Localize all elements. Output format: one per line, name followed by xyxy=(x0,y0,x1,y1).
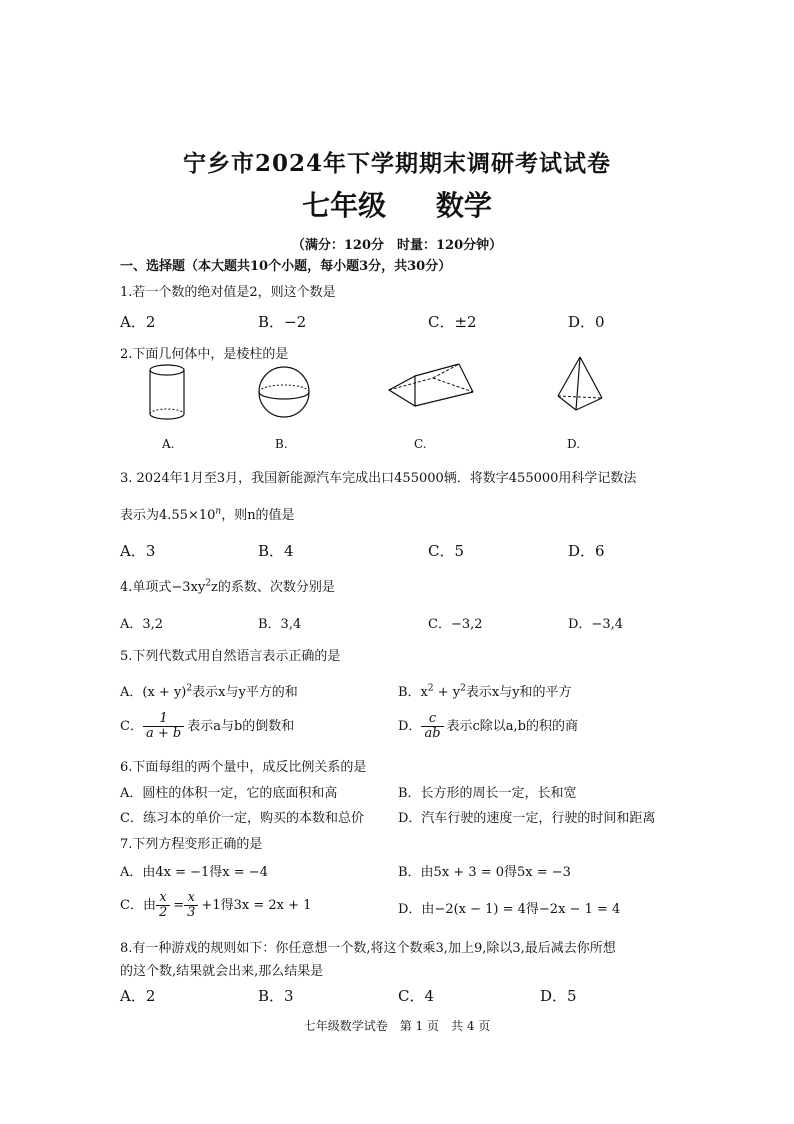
question-3-option-a: A．3 xyxy=(120,542,156,560)
question-3-stem-line1: 3. 2024年1月至3月，我国新能源汽车完成出口455000辆．将数字455000用科学记数法 xyxy=(120,471,637,486)
question-2-option-c: C. xyxy=(414,437,427,451)
cylinder-icon xyxy=(145,362,190,424)
question-2-option-a: A. xyxy=(162,437,175,451)
question-5-option-b: B．$x^2 + y^2$表示x与y和的平方 xyxy=(398,683,572,700)
question-1-option-b: B．−2 xyxy=(258,313,307,331)
question-1-option-a: A．2 xyxy=(120,313,156,331)
exam-subtitle: 七年级 数学 xyxy=(302,189,492,222)
question-7-option-b: B．由5x + 3 = 0得5x = −3 xyxy=(398,865,571,880)
question-5-option-c: C． $\frac{1}{a + b}$ 表示a与b的倒数和 xyxy=(120,711,295,741)
question-6-option-a: A．圆柱的体积一定，它的底面积和高 xyxy=(120,786,338,801)
fraction-x-over-2: $\frac{x}{2}$ xyxy=(156,891,170,920)
question-7-option-a: A．由4x = −1得x = −4 xyxy=(120,865,268,880)
question-4-option-d: D．−3,4 xyxy=(568,617,623,632)
exam-meta: （满分：120分 时量：120分钟） xyxy=(291,238,503,253)
question-2-stem: 2.下面几何体中，是棱柱的是 xyxy=(120,347,289,362)
question-6-option-d: D．汽车行驶的速度一定，行驶的时间和距离 xyxy=(398,811,656,826)
question-8-option-a: A．2 xyxy=(120,987,156,1005)
section-heading: 一、选择题（本大题共10个小题，每小题3分，共30分） xyxy=(120,259,452,274)
question-3-option-b: B．4 xyxy=(258,542,294,560)
question-6-option-b: B．长方形的周长一定，长和宽 xyxy=(398,786,577,801)
question-4-option-c: C．−3,2 xyxy=(428,617,483,632)
question-4-option-b: B．3,4 xyxy=(258,617,302,632)
question-3-option-d: D．6 xyxy=(568,542,605,560)
pyramid-icon xyxy=(554,354,606,414)
fraction-1-over-a-plus-b: $\frac{1}{a + b}$ xyxy=(143,712,184,741)
question-1-option-c: C．±2 xyxy=(428,313,477,331)
question-1-stem: 1.若一个数的绝对值是2，则这个数是 xyxy=(120,285,336,300)
question-4-option-a: A．3,2 xyxy=(120,617,164,632)
question-7-stem: 7.下列方程变形正确的是 xyxy=(120,837,263,852)
question-8-option-b: B．3 xyxy=(258,987,294,1005)
question-8-stem-line2: 的这个数,结果就会出来,那么结果是 xyxy=(120,964,324,979)
question-7-option-d: D．由−2(x − 1) = 4得−2x − 1 = 4 xyxy=(398,902,621,917)
question-6-option-c: C．练习本的单价一定，购买的本数和总价 xyxy=(120,811,364,826)
question-2-option-d: D. xyxy=(567,437,581,451)
question-8-stem-line1: 8.有一种游戏的规则如下：你任意想一个数,将这个数乘3,加上9,除以3,最后减去你所想 xyxy=(120,941,616,956)
question-6-stem: 6.下面每组的两个量中，成反比例关系的是 xyxy=(120,760,367,775)
question-7-option-c: C．由 $\frac{x}{2}$ = $\frac{x}{3}$ +1得3x = 2x + 1 xyxy=(120,890,312,920)
fraction-x-over-3: $\frac{x}{3}$ xyxy=(184,891,198,920)
question-4-stem: 4.单项式$-3xy^2z$的系数、次数分别是 xyxy=(120,578,335,595)
question-5-option-a: A．$(x + y)^2$表示x与y平方的和 xyxy=(120,683,298,700)
sphere-icon xyxy=(255,363,313,421)
question-8-option-c: C．4 xyxy=(398,987,435,1005)
exam-title: 宁乡市2024年下学期期末调研考试试卷 xyxy=(182,150,611,177)
page-footer: 七年级数学试卷 第 1 页 共 4 页 xyxy=(303,1019,491,1033)
question-2-option-b: B. xyxy=(275,437,288,451)
question-1-option-d: D．0 xyxy=(568,313,605,331)
triangular-prism-icon xyxy=(385,360,477,412)
question-8-option-d: D．5 xyxy=(540,987,577,1005)
question-3-stem-line2: 表示为$4.55\times 10^n$，则n的值是 xyxy=(120,506,295,523)
fraction-c-over-ab: $\frac{c}{ab}$ xyxy=(421,712,443,741)
question-5-stem: 5.下列代数式用自然语言表示正确的是 xyxy=(120,649,341,664)
question-5-option-d: D． $\frac{c}{ab}$ 表示c除以a,b的积的商 xyxy=(398,711,579,741)
question-3-option-c: C．5 xyxy=(428,542,465,560)
